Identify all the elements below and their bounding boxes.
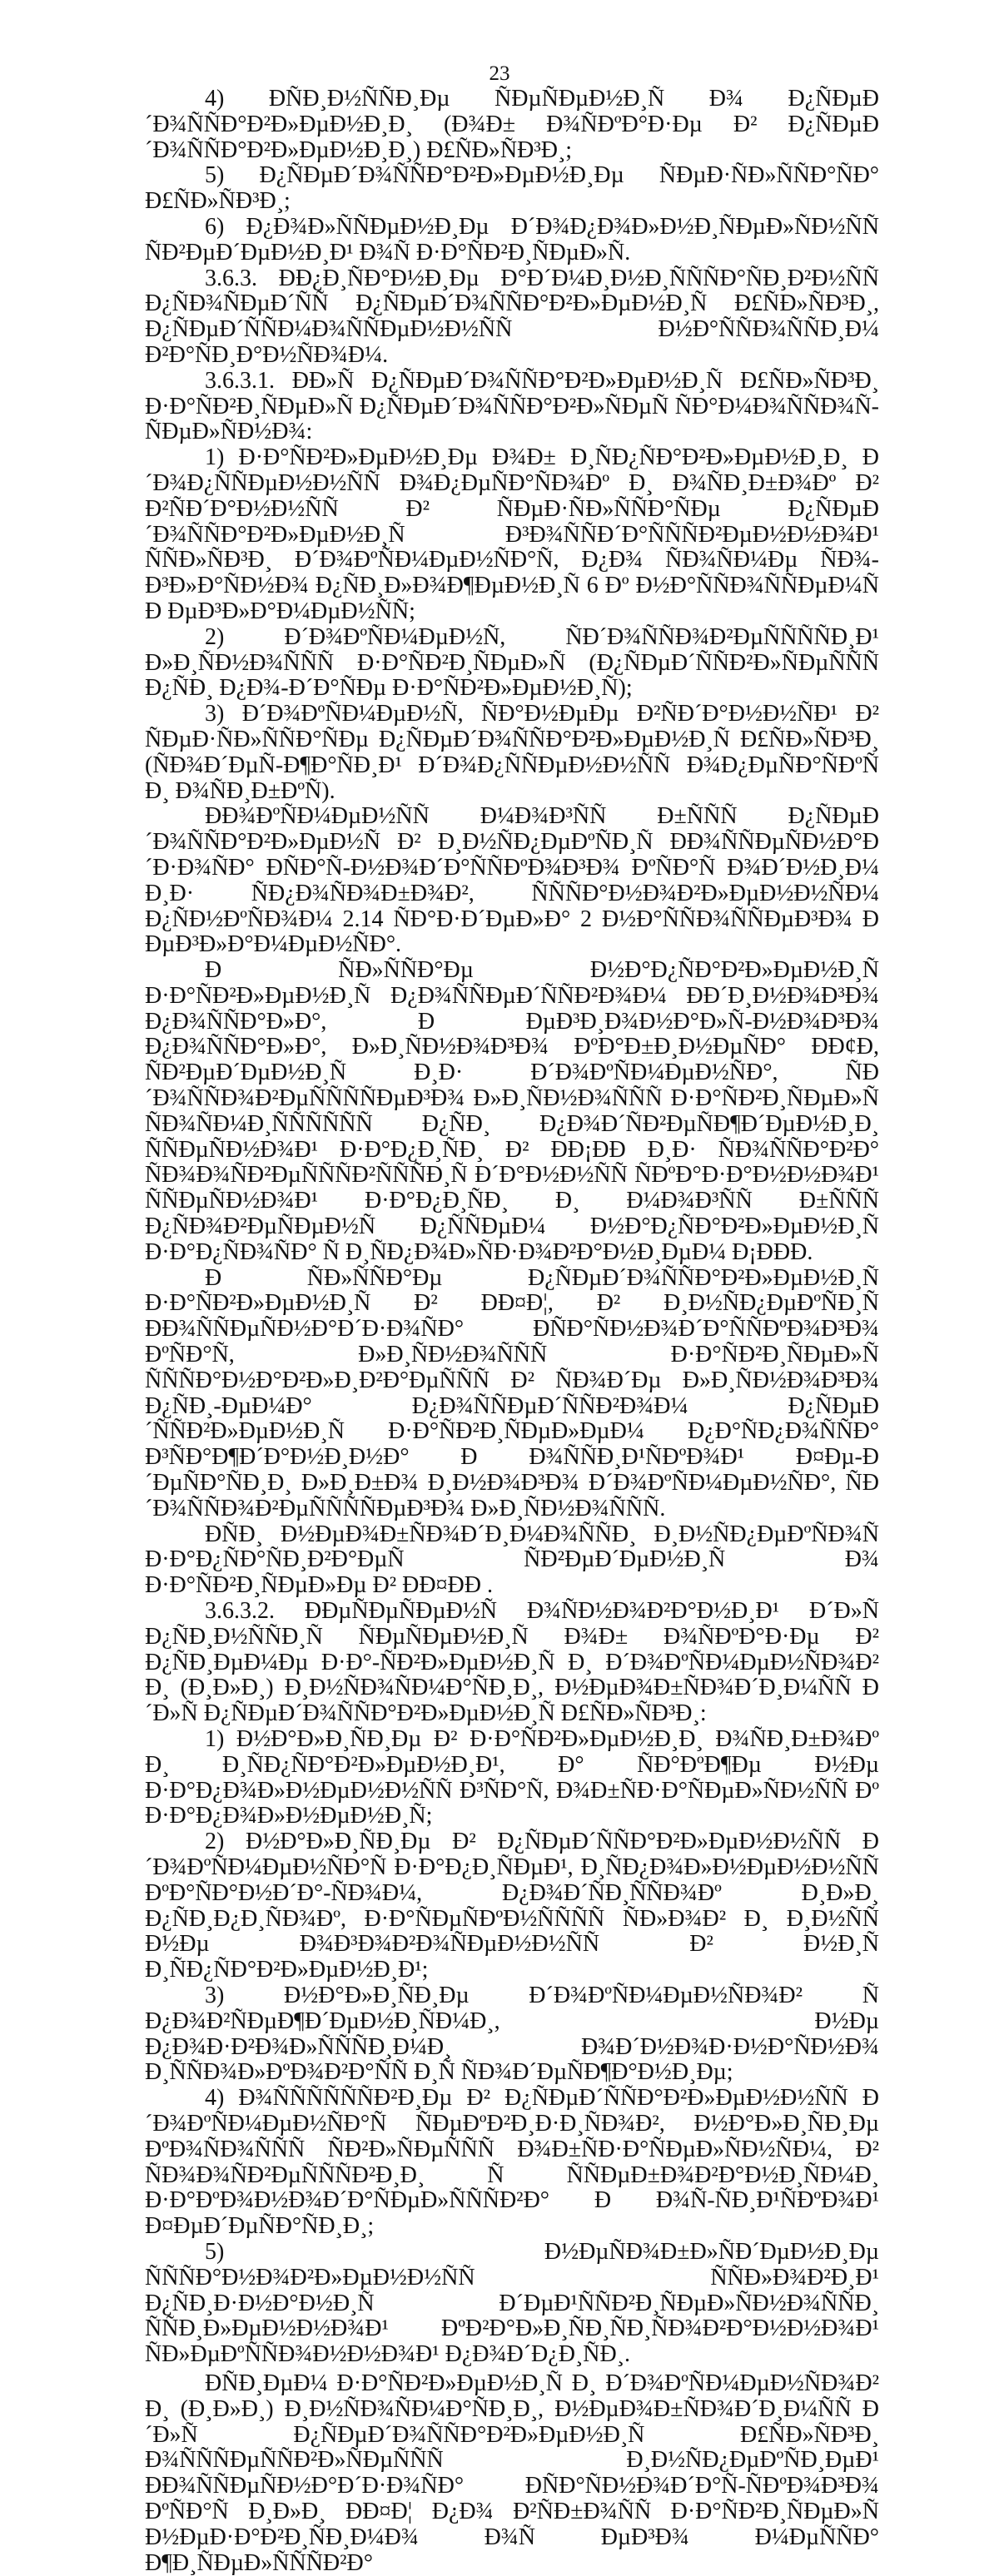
paragraph-reception: ÐÑÐ¸ÐµÐ¼ Ð·Ð°ÑÐ²Ð»ÐµÐ½Ð¸Ñ Ð¸ Ð´Ð¾ÐºÑÐ¼ÐµÐ½ÑÐ¾Ð² Ð¸ (Ð¸Ð»Ð¸) Ð¸Ð½ÑÐ¾ÑÐ¼Ð°ÑÐ¸Ð¸, Ð½ÐµÐ¾Ð±ÑÐ¾Ð´Ð¸Ð¼ÑÑ Ð´Ð»Ñ Ð¿ÑÐµÐ´Ð¾ÑÑÐ°Ð²Ð»ÐµÐ½Ð¸Ñ Ð£ÑÐ»ÑÐ³Ð¸ Ð¾ÑÑÑÐµÑÑÐ²Ð»ÑÐµÑÑÑ Ð¸Ð½ÑÐ¿ÐµÐºÑÐ¸ÐµÐ¹ ÐÐ¾ÑÑÐµÑÐ½Ð°Ð´Ð·Ð¾ÑÐ° ÐÑÐ°ÑÐ½Ð¾Ð´Ð°Ñ-ÑÐºÐ¾Ð³Ð¾ ÐºÑÐ°Ñ Ð¸Ð»Ð¸ ÐÐ¤Ð¦ Ð¿Ð¾ Ð²ÑÐ±Ð¾ÑÑ Ð·Ð°ÑÐ²Ð¸ÑÐµÐ»Ñ Ð½ÐµÐ·Ð°Ð²Ð¸ÑÐ¸Ð¼Ð¾ Ð¾Ñ ÐµÐ³Ð¾ Ð¼ÐµÑÑÐ° Ð¶Ð¸ÑÐµÐ»ÑÑÑÐ²Ð° [145,2370,879,2576]
refusal-item-5: 5) Ð½ÐµÑÐ¾Ð±Ð»ÑÐ´ÐµÐ½Ð¸Ðµ ÑÑÑÐ°Ð½Ð¾Ð²Ð»ÐµÐ½Ð½ÑÑ ÑÑÐ»Ð¾Ð²Ð¸Ð¹ Ð¿ÑÐ¸Ð·Ð½Ð°Ð½Ð¸Ñ Ð´ÐµÐ¹ÑÑÐ²Ð¸ÑÐµÐ»ÑÐ½Ð¾ÑÑÐ¸ ÑÑÐ¸Ð»ÐµÐ½Ð½Ð¾Ð¹ ÐºÐ²Ð°Ð»Ð¸ÑÐ¸ÑÐ¸ÑÐ¾Ð²Ð°Ð½Ð½Ð¾Ð¹ ÑÐ»ÐµÐºÑÑÐ¾Ð½Ð½Ð¾Ð¹ Ð¿Ð¾Ð´Ð¿Ð¸ÑÐ¸. [145,2238,879,2368]
paragraph-mfc-submission: Ð ÑÐ»ÑÑÐ°Ðµ Ð¿ÑÐµÐ´Ð¾ÑÑÐ°Ð²Ð»ÐµÐ½Ð¸Ñ Ð·Ð°ÑÐ²Ð»ÐµÐ½Ð¸Ñ Ð² ÐÐ¤Ð¦, Ð² Ð¸Ð½ÑÐ¿ÐµÐºÑÐ¸Ñ ÐÐ¾ÑÑÐµÑÐ½Ð°Ð´Ð·Ð¾ÑÐ° ÐÑÐ°ÑÐ½Ð¾Ð´Ð°ÑÑÐºÐ¾Ð³Ð¾ ÐºÑÐ°Ñ, Ð»Ð¸ÑÐ½Ð¾ÑÑÑ Ð·Ð°ÑÐ²Ð¸ÑÐµÐ»Ñ ÑÑÑÐ°Ð½Ð°Ð²Ð»Ð¸Ð²Ð°ÐµÑÑÑ Ð² ÑÐ¾Ð´Ðµ Ð»Ð¸ÑÐ½Ð¾Ð³Ð¾ Ð¿ÑÐ¸-ÐµÐ¼Ð° Ð¿Ð¾ÑÑÐµÐ´ÑÑÐ²Ð¾Ð¼ Ð¿ÑÐµÐ´ÑÑÐ²Ð»ÐµÐ½Ð¸Ñ Ð·Ð°ÑÐ²Ð¸ÑÐµÐ»ÐµÐ¼ Ð¿Ð°ÑÐ¿Ð¾ÑÑÐ° Ð³ÑÐ°Ð¶Ð´Ð°Ð½Ð¸Ð½Ð° Ð Ð¾ÑÑÐ¸Ð¹ÑÐºÐ¾Ð¹ Ð¤Ðµ-Ð´ÐµÑÐ°ÑÐ¸Ð¸ Ð»Ð¸Ð±Ð¾ Ð¸Ð½Ð¾Ð³Ð¾ Ð´Ð¾ÐºÑÐ¼ÐµÐ½ÑÐ°, ÑÐ´Ð¾ÑÑÐ¾Ð²ÐµÑÑÑÑÐµÐ³Ð¾ Ð»Ð¸ÑÐ½Ð¾ÑÑÑ. [145,1264,879,1521]
page-number: 23 [489,62,510,85]
refusal-item-1: 1) Ð½Ð°Ð»Ð¸ÑÐ¸Ðµ Ð² Ð·Ð°ÑÐ²Ð»ÐµÐ½Ð¸Ð¸ Ð¾ÑÐ¸Ð±Ð¾Ðº Ð¸ Ð¸ÑÐ¿ÑÐ°Ð²Ð»ÐµÐ½Ð¸Ð¹, Ð° ÑÐ°ÐºÐ¶Ðµ Ð½Ðµ Ð·Ð°Ð¿Ð¾Ð»Ð½ÐµÐ½Ð½ÑÑ Ð³ÑÐ°Ñ, Ð¾Ð±ÑÐ·Ð°ÑÐµÐ»ÑÐ½ÑÑ Ðº Ð·Ð°Ð¿Ð¾Ð»Ð½ÐµÐ½Ð¸Ñ; [145,1726,879,1829]
section-3-6-3-heading: 3.6.3. ÐÐ¿Ð¸ÑÐ°Ð½Ð¸Ðµ Ð°Ð´Ð¼Ð¸Ð½Ð¸ÑÑÑÐ°ÑÐ¸Ð²Ð½ÑÑ Ð¿ÑÐ¾ÑÐµÐ´ÑÑ Ð¿ÑÐµÐ´Ð¾ÑÑÐ°Ð²Ð»ÐµÐ½Ð¸Ñ Ð£ÑÐ»ÑÐ³Ð¸, Ð¿ÑÐµÐ´ÑÑÐ¼Ð¾ÑÑÐµÐ½Ð½ÑÑ Ð½Ð°ÑÑÐ¾ÑÑÐ¸Ð¼ Ð²Ð°ÑÐ¸Ð°Ð½ÑÐ¾Ð¼. [145,265,879,368]
doc-item-3-issued-document: 3) Ð´Ð¾ÐºÑÐ¼ÐµÐ½Ñ, ÑÐ°Ð½ÐµÐµ Ð²ÑÐ´Ð°Ð½Ð½ÑÐ¹ Ð² ÑÐµÐ·ÑÐ»ÑÑÐ°ÑÐµ Ð¿ÑÐµÐ´Ð¾ÑÑÐ°Ð²Ð»ÐµÐ½Ð¸Ñ Ð£ÑÐ»ÑÐ³Ð¸ (ÑÐ¾Ð´ÐµÑ-Ð¶Ð°ÑÐ¸Ð¹ Ð´Ð¾Ð¿ÑÑÐµÐ½Ð½ÑÑ Ð¾Ð¿ÐµÑÐ°ÑÐºÑ Ð¸ Ð¾ÑÐ¸Ð±ÐºÑ). [145,701,879,804]
document-body [145,87,879,2576]
doc-item-2-identity: 2) Ð´Ð¾ÐºÑÐ¼ÐµÐ½Ñ, ÑÐ´Ð¾ÑÑÐ¾Ð²ÐµÑÑÑÑÐ¸Ð¹ Ð»Ð¸ÑÐ½Ð¾ÑÑÑ Ð·Ð°ÑÐ²Ð¸ÑÐµÐ»Ñ (Ð¿ÑÐµÐ´ÑÑÐ²Ð»ÑÐµÑÑÑ Ð¿ÑÐ¸ Ð¿Ð¾-Ð´Ð°ÑÐµ Ð·Ð°ÑÐ²Ð»ÐµÐ½Ð¸Ñ); [145,623,879,702]
doc-item-1-application: 1) Ð·Ð°ÑÐ²Ð»ÐµÐ½Ð¸Ðµ Ð¾Ð± Ð¸ÑÐ¿ÑÐ°Ð²Ð»ÐµÐ½Ð¸Ð¸ Ð´Ð¾Ð¿ÑÑÐµÐ½Ð½ÑÑ Ð¾Ð¿ÐµÑÐ°ÑÐ¾Ðº Ð¸ Ð¾ÑÐ¸Ð±Ð¾Ðº Ð² Ð²ÑÐ´Ð°Ð½Ð½ÑÑ Ð² ÑÐµÐ·ÑÐ»ÑÑÐ°ÑÐµ Ð¿ÑÐµÐ´Ð¾ÑÑÐ°Ð²Ð»ÐµÐ½Ð¸Ñ Ð³Ð¾ÑÑÐ´Ð°ÑÑÑÐ²ÐµÐ½Ð½Ð¾Ð¹ ÑÑÐ»ÑÐ³Ð¸ Ð´Ð¾ÐºÑÐ¼ÐµÐ½ÑÐ°Ñ, Ð¿Ð¾ ÑÐ¾ÑÐ¼Ðµ ÑÐ¾-Ð³Ð»Ð°ÑÐ½Ð¾ Ð¿ÑÐ¸Ð»Ð¾Ð¶ÐµÐ½Ð¸Ñ 6 Ðº Ð½Ð°ÑÑÐ¾ÑÑÐµÐ¼Ñ Ð ÐµÐ³Ð»Ð°Ð¼ÐµÐ½ÑÑ; [145,444,879,624]
refusal-item-2: 2) Ð½Ð°Ð»Ð¸ÑÐ¸Ðµ Ð² Ð¿ÑÐµÐ´ÑÑÐ°Ð²Ð»ÐµÐ½Ð½ÑÑ Ð´Ð¾ÐºÑÐ¼ÐµÐ½ÑÐ°Ñ Ð·Ð°Ð¿Ð¸ÑÐµÐ¹, Ð¸ÑÐ¿Ð¾Ð»Ð½ÐµÐ½Ð½ÑÑ ÐºÐ°ÑÐ°Ð½Ð´Ð°-ÑÐ¾Ð¼, Ð¿Ð¾Ð´ÑÐ¸ÑÑÐ¾Ðº Ð¸Ð»Ð¸ Ð¿ÑÐ¸Ð¿Ð¸ÑÐ¾Ðº, Ð·Ð°ÑÐµÑÐºÐ½ÑÑÑÑ ÑÐ»Ð¾Ð² Ð¸ Ð¸Ð½ÑÑ Ð½Ðµ Ð¾Ð³Ð¾Ð²Ð¾ÑÐµÐ½Ð½ÑÑ Ð² Ð½Ð¸Ñ Ð¸ÑÐ¿ÑÐ°Ð²Ð»ÐµÐ½Ð¸Ð¹; [145,1829,879,1983]
paragraph-portal-submission: Ð ÑÐ»ÑÑÐ°Ðµ Ð½Ð°Ð¿ÑÐ°Ð²Ð»ÐµÐ½Ð¸Ñ Ð·Ð°ÑÐ²Ð»ÐµÐ½Ð¸Ñ Ð¿Ð¾ÑÑÐµÐ´ÑÑÐ²Ð¾Ð¼ ÐÐ´Ð¸Ð½Ð¾Ð³Ð¾ Ð¿Ð¾ÑÑÐ°Ð»Ð°, Ð ÐµÐ³Ð¸Ð¾Ð½Ð°Ð»Ñ-Ð½Ð¾Ð³Ð¾ Ð¿Ð¾ÑÑÐ°Ð»Ð°, Ð»Ð¸ÑÐ½Ð¾Ð³Ð¾ ÐºÐ°Ð±Ð¸Ð½ÐµÑÐ° ÐÐ¢Ð, ÑÐ²ÐµÐ´ÐµÐ½Ð¸Ñ Ð¸Ð· Ð´Ð¾ÐºÑÐ¼ÐµÐ½ÑÐ°, ÑÐ´Ð¾ÑÑÐ¾Ð²ÐµÑÑÑÑÐµÐ³Ð¾ Ð»Ð¸ÑÐ½Ð¾ÑÑÑ Ð·Ð°ÑÐ²Ð¸ÑÐµÐ»Ñ ÑÐ¾ÑÐ¼Ð¸ÑÑÑÑÑÑ Ð¿ÑÐ¸ Ð¿Ð¾Ð´ÑÐ²ÐµÑÐ¶Ð´ÐµÐ½Ð¸Ð¸ ÑÑÐµÑÐ½Ð¾Ð¹ Ð·Ð°Ð¿Ð¸ÑÐ¸ Ð² ÐÐ¡ÐÐ Ð¸Ð· ÑÐ¾ÑÑÐ°Ð²Ð° ÑÐ¾Ð¾ÑÐ²ÐµÑÑÑÐ²ÑÑÑÐ¸Ñ Ð´Ð°Ð½Ð½ÑÑ ÑÐºÐ°Ð·Ð°Ð½Ð½Ð¾Ð¹ ÑÑÐµÑÐ½Ð¾Ð¹ Ð·Ð°Ð¿Ð¸ÑÐ¸ Ð¸ Ð¼Ð¾Ð³ÑÑ Ð±ÑÑÑ Ð¿ÑÐ¾Ð²ÐµÑÐµÐ½Ñ Ð¿ÑÑÐµÐ¼ Ð½Ð°Ð¿ÑÐ°Ð²Ð»ÐµÐ½Ð¸Ñ Ð·Ð°Ð¿ÑÐ¾ÑÐ° Ñ Ð¸ÑÐ¿Ð¾Ð»ÑÐ·Ð¾Ð²Ð°Ð½Ð¸ÐµÐ¼ Ð¡ÐÐÐ. [145,957,879,1265]
section-3-6-3-1-intro: 3.6.3.1. ÐÐ»Ñ Ð¿ÑÐµÐ´Ð¾ÑÑÐ°Ð²Ð»ÐµÐ½Ð¸Ñ Ð£ÑÐ»ÑÐ³Ð¸ Ð·Ð°ÑÐ²Ð¸ÑÐµÐ»Ñ Ð¿ÑÐµÐ´Ð¾ÑÑÐ°Ð²Ð»ÑÐµÑ ÑÐ°Ð¼Ð¾ÑÑÐ¾Ñ-ÑÐµÐ»ÑÐ½Ð¾: [145,367,879,445]
list-item-6-additional-info: 6) Ð¿Ð¾Ð»ÑÑÐµÐ½Ð¸Ðµ Ð´Ð¾Ð¿Ð¾Ð»Ð½Ð¸ÑÐµÐ»ÑÐ½ÑÑ ÑÐ²ÐµÐ´ÐµÐ½Ð¸Ð¹ Ð¾Ñ Ð·Ð°ÑÐ²Ð¸ÑÐµÐ»Ñ. [145,213,879,266]
list-item-4-decision: 4) ÐÑÐ¸Ð½ÑÑÐ¸Ðµ ÑÐµÑÐµÐ½Ð¸Ñ Ð¾ Ð¿ÑÐµÐ´Ð¾ÑÑÐ°Ð²Ð»ÐµÐ½Ð¸Ð¸ (Ð¾Ð± Ð¾ÑÐºÐ°Ð·Ðµ Ð² Ð¿ÑÐµÐ´Ð¾ÑÑÐ°Ð²Ð»ÐµÐ½Ð¸Ð¸) Ð£ÑÐ»ÑÐ³Ð¸; [145,86,879,163]
refusal-item-3: 3) Ð½Ð°Ð»Ð¸ÑÐ¸Ðµ Ð´Ð¾ÐºÑÐ¼ÐµÐ½ÑÐ¾Ð² Ñ Ð¿Ð¾Ð²ÑÐµÐ¶Ð´ÐµÐ½Ð¸ÑÐ¼Ð¸, Ð½Ðµ Ð¿Ð¾Ð·Ð²Ð¾Ð»ÑÑÑÐ¸Ð¼Ð¸ Ð¾Ð´Ð½Ð¾Ð·Ð½Ð°ÑÐ½Ð¾ Ð¸ÑÑÐ¾Ð»ÐºÐ¾Ð²Ð°ÑÑ Ð¸Ñ ÑÐ¾Ð´ÐµÑÐ¶Ð°Ð½Ð¸Ðµ; [145,1982,879,2086]
refusal-item-4: 4) Ð¾ÑÑÑÑÑÑÐ²Ð¸Ðµ Ð² Ð¿ÑÐµÐ´ÑÑÐ°Ð²Ð»ÐµÐ½Ð½ÑÑ Ð´Ð¾ÐºÑÐ¼ÐµÐ½ÑÐ°Ñ ÑÐµÐºÐ²Ð¸Ð·Ð¸ÑÐ¾Ð², Ð½Ð°Ð»Ð¸ÑÐ¸Ðµ ÐºÐ¾ÑÐ¾ÑÑÑ ÑÐ²Ð»ÑÐµÑÑÑ Ð¾Ð±ÑÐ·Ð°ÑÐµÐ»ÑÐ½ÑÐ¼, Ð² ÑÐ¾Ð¾ÑÐ²ÐµÑÑÑÐ²Ð¸Ð¸ Ñ ÑÑÐµÐ±Ð¾Ð²Ð°Ð½Ð¸ÑÐ¼Ð¸ Ð·Ð°ÐºÐ¾Ð½Ð¾Ð´Ð°ÑÐµÐ»ÑÑÑÐ²Ð° Ð Ð¾Ñ-ÑÐ¸Ð¹ÑÐºÐ¾Ð¹ Ð¤ÐµÐ´ÐµÑÐ°ÑÐ¸Ð¸; [145,2085,879,2240]
paragraph-submission-methods: ÐÐ¾ÐºÑÐ¼ÐµÐ½ÑÑ Ð¼Ð¾Ð³ÑÑ Ð±ÑÑÑ Ð¿ÑÐµÐ´Ð¾ÑÑÐ°Ð²Ð»ÐµÐ½Ñ Ð² Ð¸Ð½ÑÐ¿ÐµÐºÑÐ¸Ñ ÐÐ¾ÑÑÐµÑÐ½Ð°Ð´Ð·Ð¾ÑÐ° ÐÑÐ°Ñ-Ð½Ð¾Ð´Ð°ÑÑÐºÐ¾Ð³Ð¾ ÐºÑÐ°Ñ Ð¾Ð´Ð½Ð¸Ð¼ Ð¸Ð· ÑÐ¿Ð¾ÑÐ¾Ð±Ð¾Ð², ÑÑÑÐ°Ð½Ð¾Ð²Ð»ÐµÐ½Ð½ÑÐ¼ Ð¿ÑÐ½ÐºÑÐ¾Ð¼ 2.14 ÑÐ°Ð·Ð´ÐµÐ»Ð° 2 Ð½Ð°ÑÑÐ¾ÑÑÐµÐ³Ð¾ Ð ÐµÐ³Ð»Ð°Ð¼ÐµÐ½ÑÐ°. [145,803,879,958]
list-item-5-result: 5) Ð¿ÑÐµÐ´Ð¾ÑÑÐ°Ð²Ð»ÐµÐ½Ð¸Ðµ ÑÐµÐ·ÑÐ»ÑÑÐ°ÑÐ° Ð£ÑÐ»ÑÐ³Ð¸; [145,162,879,215]
section-3-6-3-2-heading: 3.6.3.2. ÐÐµÑÐµÑÐµÐ½Ñ Ð¾ÑÐ½Ð¾Ð²Ð°Ð½Ð¸Ð¹ Ð´Ð»Ñ Ð¿ÑÐ¸Ð½ÑÑÐ¸Ñ ÑÐµÑÐµÐ½Ð¸Ñ Ð¾Ð± Ð¾ÑÐºÐ°Ð·Ðµ Ð² Ð¿ÑÐ¸ÐµÐ¼Ðµ Ð·Ð°-ÑÐ²Ð»ÐµÐ½Ð¸Ñ Ð¸ Ð´Ð¾ÐºÑÐ¼ÐµÐ½ÑÐ¾Ð² Ð¸ (Ð¸Ð»Ð¸) Ð¸Ð½ÑÐ¾ÑÐ¼Ð°ÑÐ¸Ð¸, Ð½ÐµÐ¾Ð±ÑÐ¾Ð´Ð¸Ð¼ÑÑ Ð´Ð»Ñ Ð¿ÑÐµÐ´Ð¾ÑÑÐ°Ð²Ð»ÐµÐ½Ð¸Ñ Ð£ÑÐ»ÑÐ³Ð¸: [145,1598,879,1727]
paragraph-efir-request: ÐÑÐ¸ Ð½ÐµÐ¾Ð±ÑÐ¾Ð´Ð¸Ð¼Ð¾ÑÑÐ¸ Ð¸Ð½ÑÐ¿ÐµÐºÑÐ¾Ñ Ð·Ð°Ð¿ÑÐ°ÑÐ¸Ð²Ð°ÐµÑ ÑÐ²ÐµÐ´ÐµÐ½Ð¸Ñ Ð¾ Ð·Ð°ÑÐ²Ð¸ÑÐµÐ»Ðµ Ð² ÐÐ¤ÐÐ . [145,1521,879,1599]
